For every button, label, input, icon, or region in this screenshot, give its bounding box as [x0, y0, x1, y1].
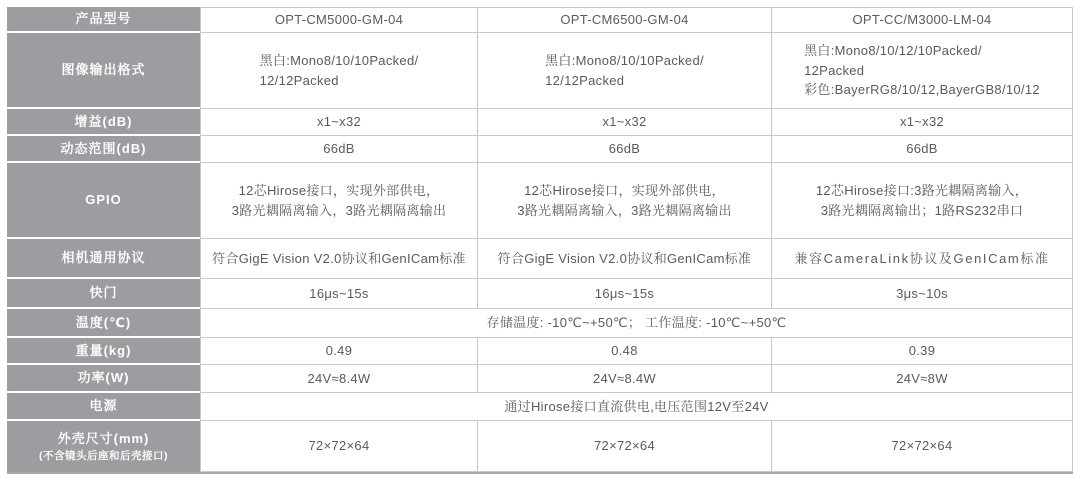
row-power-supply	[7, 393, 1073, 421]
gpio-line: 12芯Hirose接口，实现外部供电，	[524, 183, 725, 198]
cell-gain-ccm3000: x1~x32	[772, 109, 1073, 136]
row-image-output-format	[7, 33, 1073, 109]
format-line: 黑白:Mono8/10/10Packed/	[259, 53, 419, 68]
row-label-product-model	[7, 7, 200, 33]
cell-dimensions-cm5000: 72×72×64	[200, 421, 478, 472]
format-line: 12/12Packed	[545, 72, 625, 88]
row-protocol	[7, 239, 1073, 279]
format-line: 彩色:BayerRG8/10/12,BayerGB8/10/12	[804, 82, 1040, 98]
cell-format-cm6500	[478, 33, 772, 109]
cell-protocol-cm6500: 符合GigE Vision V2.0协议和GenICam标准	[478, 239, 772, 279]
row-label-dynamic-range	[7, 136, 200, 163]
row-gpio	[7, 163, 1073, 239]
cell-temperature-all-models: 存储温度: -10℃~+50℃； 工作温度: -10℃~+50℃	[200, 309, 1073, 338]
label-text: 快门	[89, 285, 118, 301]
row-gain	[7, 109, 1073, 136]
camera-spec-table	[7, 7, 1073, 474]
cell-model-cm6500: OPT-CM6500-GM-04	[478, 7, 772, 33]
format-line: 黑白:Mono8/10/10Packed/	[545, 53, 704, 68]
row-label-power	[7, 365, 200, 393]
row-label-image-output-format	[7, 33, 200, 109]
cell-dynamic-range-ccm3000: 66dB	[772, 136, 1073, 163]
cell-power-ccm3000: 24V≈8W	[772, 365, 1073, 393]
row-label-temperature	[7, 309, 200, 338]
row-label-protocol	[7, 239, 200, 279]
cell-dynamic-range-cm6500: 66dB	[478, 136, 772, 163]
label-text: 动态范围(dB)	[60, 140, 147, 156]
row-dimensions	[7, 421, 1073, 472]
row-dynamic-range	[7, 136, 1073, 163]
label-subtext: (不含镜头后座和后壳接口)	[39, 450, 168, 463]
row-temperature	[7, 309, 1073, 338]
row-label-dimensions	[7, 421, 200, 472]
label-text: 温度(℃)	[75, 314, 132, 330]
label-text: 重量(kg)	[75, 342, 132, 358]
cell-gain-cm6500: x1~x32	[478, 109, 772, 136]
row-product-model	[7, 7, 1073, 33]
cell-weight-ccm3000: 0.39	[772, 338, 1073, 365]
cell-protocol-cm5000: 符合GigE Vision V2.0协议和GenICam标准	[200, 239, 478, 279]
cell-shutter-cm5000: 16μs~15s	[200, 279, 478, 309]
cell-dimensions-ccm3000: 72×72×64	[772, 421, 1073, 472]
row-shutter	[7, 279, 1073, 309]
cell-power-supply-all-models: 通过Hirose接口直流供电,电压范围12V至24V	[200, 393, 1073, 421]
format-line: 黑白:Mono8/10/12/10Packed/	[804, 43, 982, 59]
cell-format-ccm3000	[772, 33, 1073, 109]
row-label-weight	[7, 338, 200, 365]
gpio-line: 3路光耦隔离输出；1路RS232串口	[820, 202, 1024, 218]
label-text: 相机通用协议	[61, 250, 146, 266]
row-power	[7, 365, 1073, 393]
cell-gpio-ccm3000	[772, 163, 1073, 239]
row-label-gain	[7, 109, 200, 136]
label-text: 外壳尺寸(mm)	[57, 430, 150, 446]
cell-dimensions-cm6500: 72×72×64	[478, 421, 772, 472]
format-line: 12Packed	[804, 62, 865, 78]
label-text: 增益(dB)	[74, 113, 133, 129]
cell-model-cm5000: OPT-CM5000-GM-04	[200, 7, 478, 33]
cell-gpio-cm6500	[478, 163, 772, 239]
cell-gpio-cm5000	[200, 163, 478, 239]
cell-power-cm5000: 24V≈8.4W	[200, 365, 478, 393]
gpio-line: 3路光耦隔离输入，3路光耦隔离输出	[517, 202, 732, 218]
cell-shutter-cm6500: 16μs~15s	[478, 279, 772, 309]
cell-weight-cm6500: 0.48	[478, 338, 772, 365]
gpio-line: 12芯Hirose接口:3路光耦隔离输入，	[815, 183, 1029, 198]
row-label-shutter	[7, 279, 200, 309]
label-text: 功率(W)	[77, 370, 130, 386]
cell-protocol-ccm3000: 兼容CameraLink协议及GenICam标准	[772, 239, 1073, 279]
cell-shutter-ccm3000: 3μs~10s	[772, 279, 1073, 309]
cell-gain-cm5000: x1~x32	[200, 109, 478, 136]
label-text: GPIO	[85, 192, 122, 208]
cell-model-ccm3000: OPT-CC/M3000-LM-04	[772, 7, 1073, 33]
cell-power-cm6500: 24V≈8.4W	[478, 365, 772, 393]
label-text: 图像输出格式	[61, 62, 146, 78]
cell-weight-cm5000: 0.49	[200, 338, 478, 365]
row-label-power-supply	[7, 393, 200, 421]
cell-dynamic-range-cm5000: 66dB	[200, 136, 478, 163]
row-label-gpio	[7, 163, 200, 239]
row-weight	[7, 338, 1073, 365]
cell-format-cm5000	[200, 33, 478, 109]
label-text: 产品型号	[75, 11, 132, 27]
gpio-line: 3路光耦隔离输入，3路光耦隔离输出	[231, 202, 447, 218]
format-line: 12/12Packed	[259, 72, 339, 88]
gpio-line: 12芯Hirose接口，实现外部供电，	[238, 183, 440, 198]
label-text: 电源	[89, 398, 118, 414]
